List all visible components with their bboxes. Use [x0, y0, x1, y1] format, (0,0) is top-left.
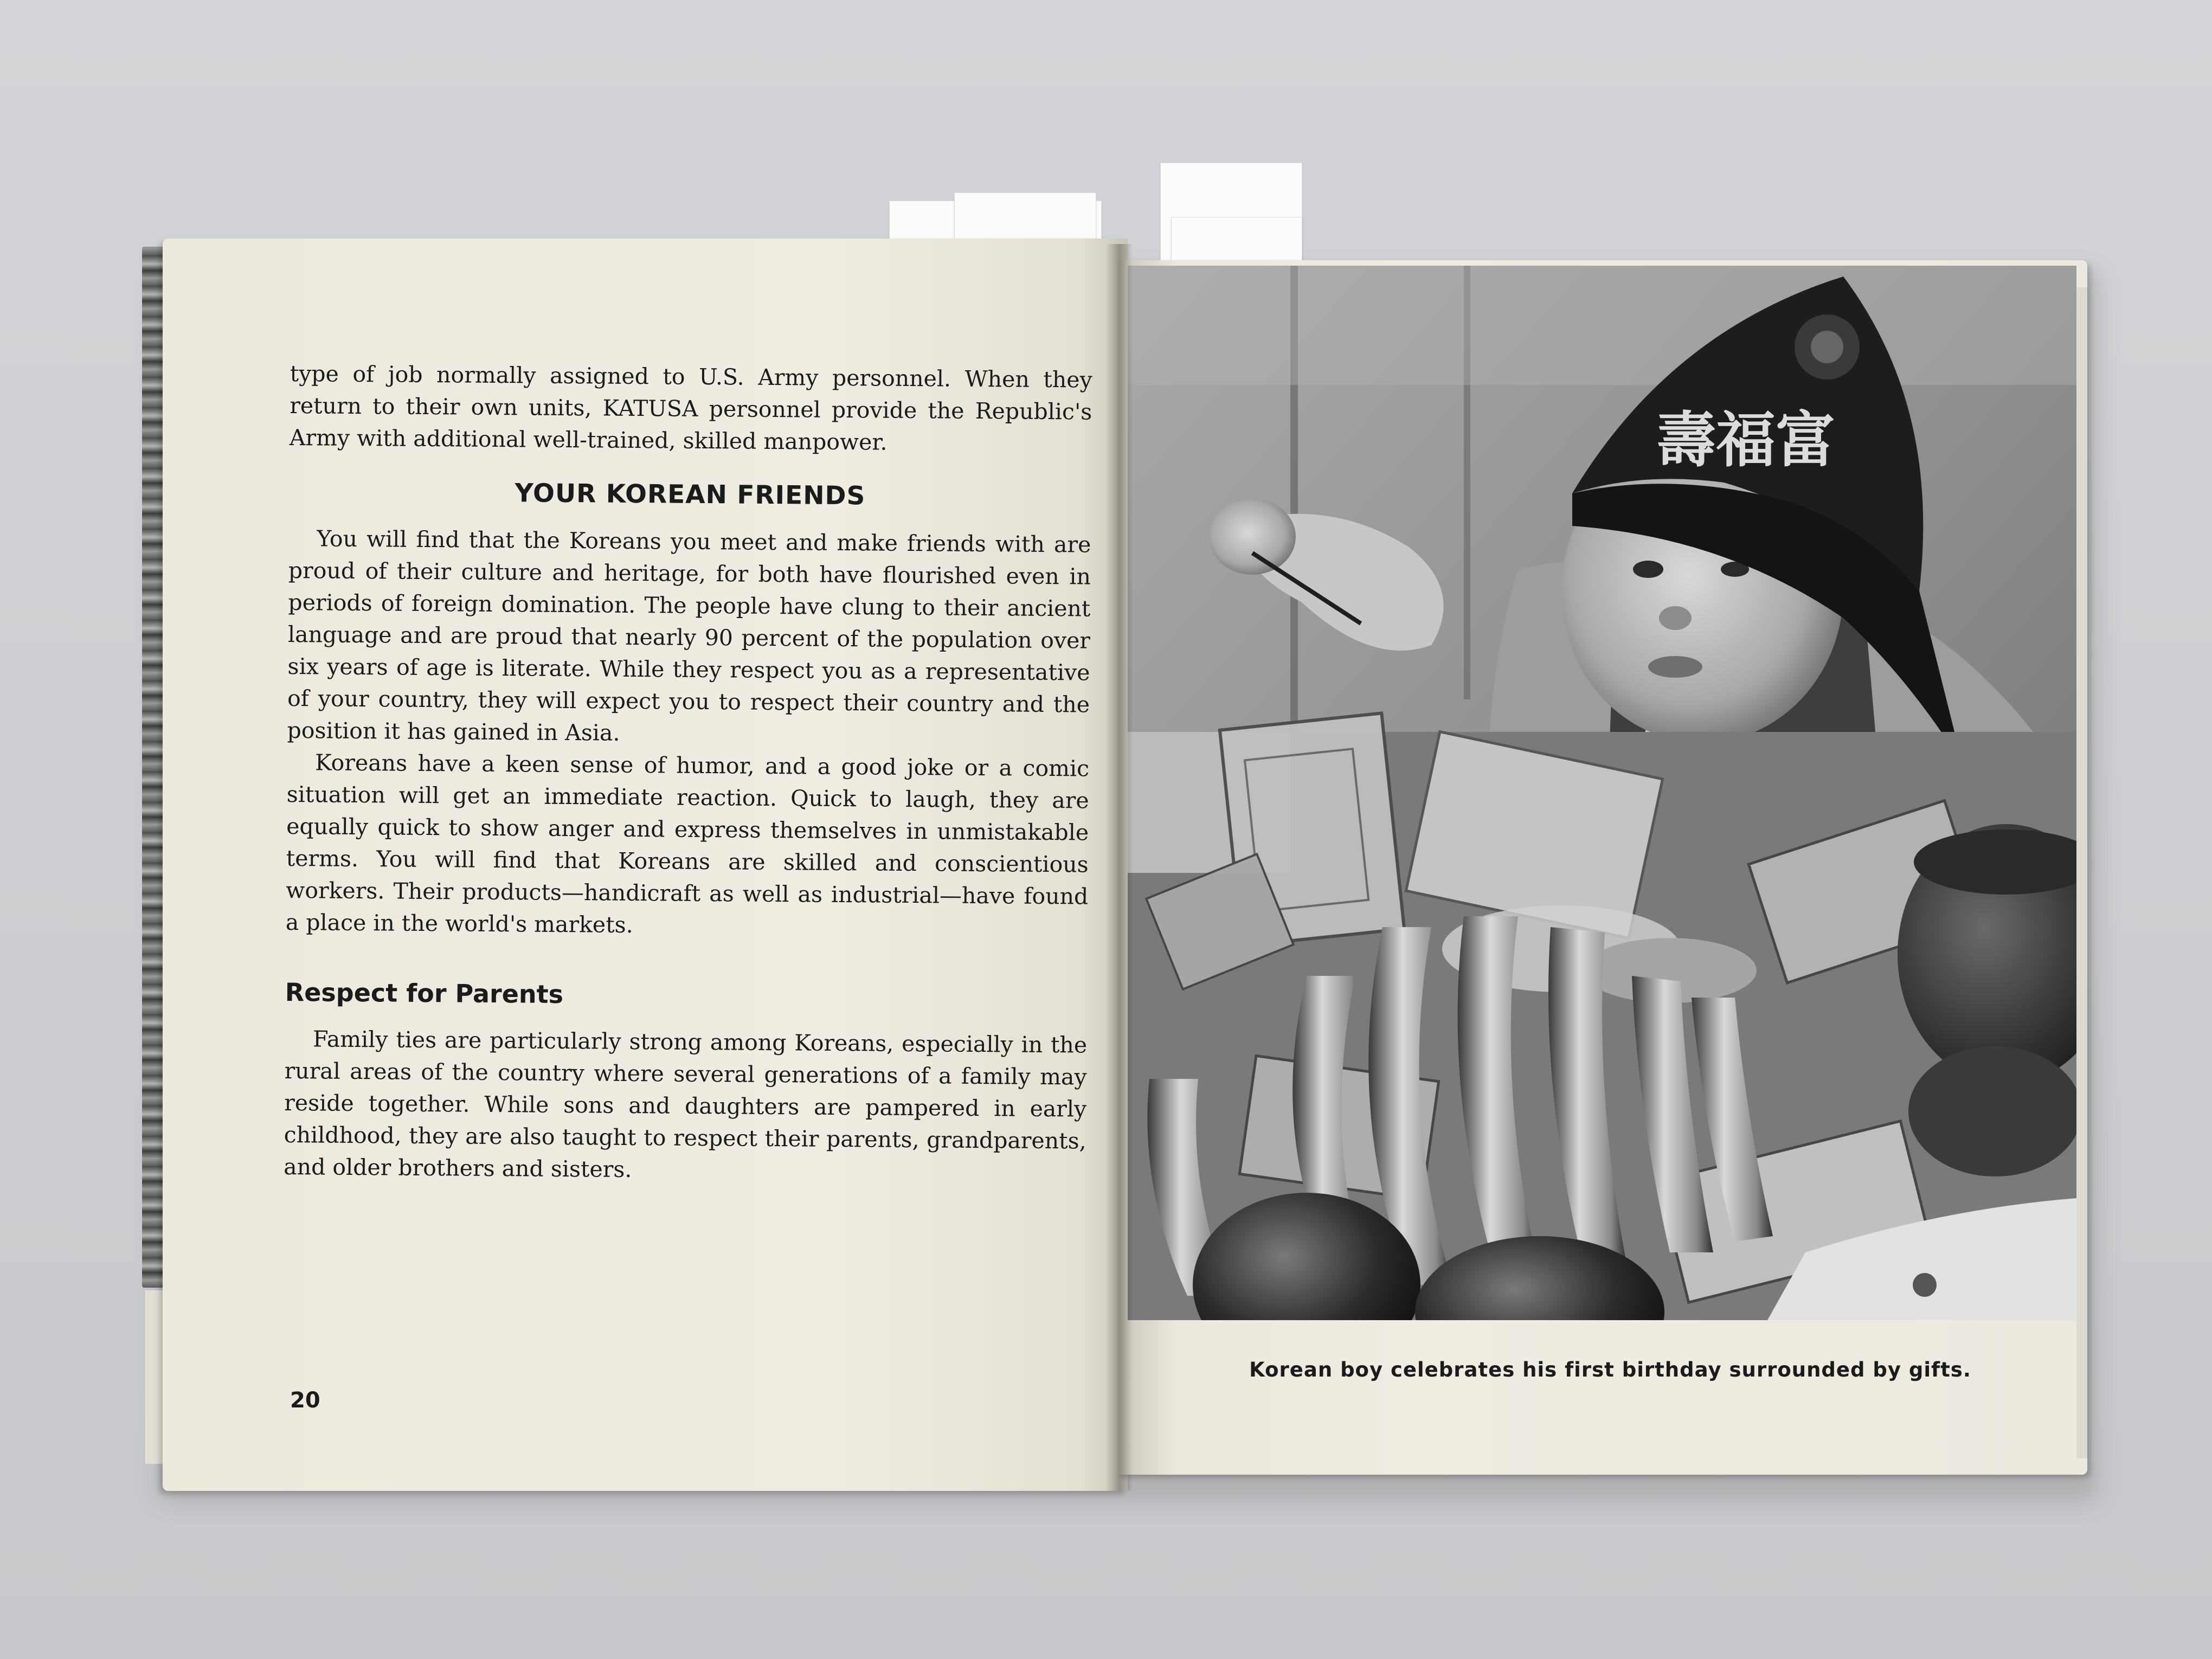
left-page-text — [282, 358, 1092, 1416]
continuation-paragraph: type of job normally assigned to U.S. Army personnel. When they return to their own units, KATUSA personnel provide the Republic's Army with additional well-trained, skilled manpower. — [289, 360, 1092, 455]
birthday-photo — [1128, 266, 2076, 1320]
hat-characters: 壽福富 — [1656, 406, 1835, 475]
paragraph: You will find that the Koreans you meet and make friends with are proud of their culture and heritage, for both have flourished even in periods of foreign domination. The people have clung to their ancient language and are proud that nearly 90 percent of the population over six years of age is literate. While they respect you as a representative of your country, they will expect you to respect their country and the position it has gained in Asia. — [287, 525, 1091, 746]
photo-caption: Korean boy celebrates his first birthday surrounded by gifts. — [1249, 1358, 1971, 1381]
paragraph: Family ties are particularly strong among Koreans, especially in the rural areas of the country where several generations of a family may reside together. While sons and daughters are pampered in early childhood, they are also taught to respect their parents, grandparents, and older brothers and sisters. — [284, 1026, 1088, 1182]
right-page-stack — [2076, 287, 2087, 1458]
section-heading: YOUR KOREAN FRIENDS — [515, 478, 866, 511]
book-gutter — [1106, 244, 1133, 1491]
subheading: Respect for Parents — [285, 977, 564, 1009]
page-number: 20 — [290, 1388, 320, 1413]
paragraph: Koreans have a keen sense of humor, and a good joke or a comic situation will get an immediate reaction. Quick to laugh, they are equally quick to show anger and express themselves in unmistakable terms. You will find that Koreans are skilled and conscientious workers. Their products—handicraft as well as industrial—have found a place in the world's markets. — [285, 749, 1090, 938]
